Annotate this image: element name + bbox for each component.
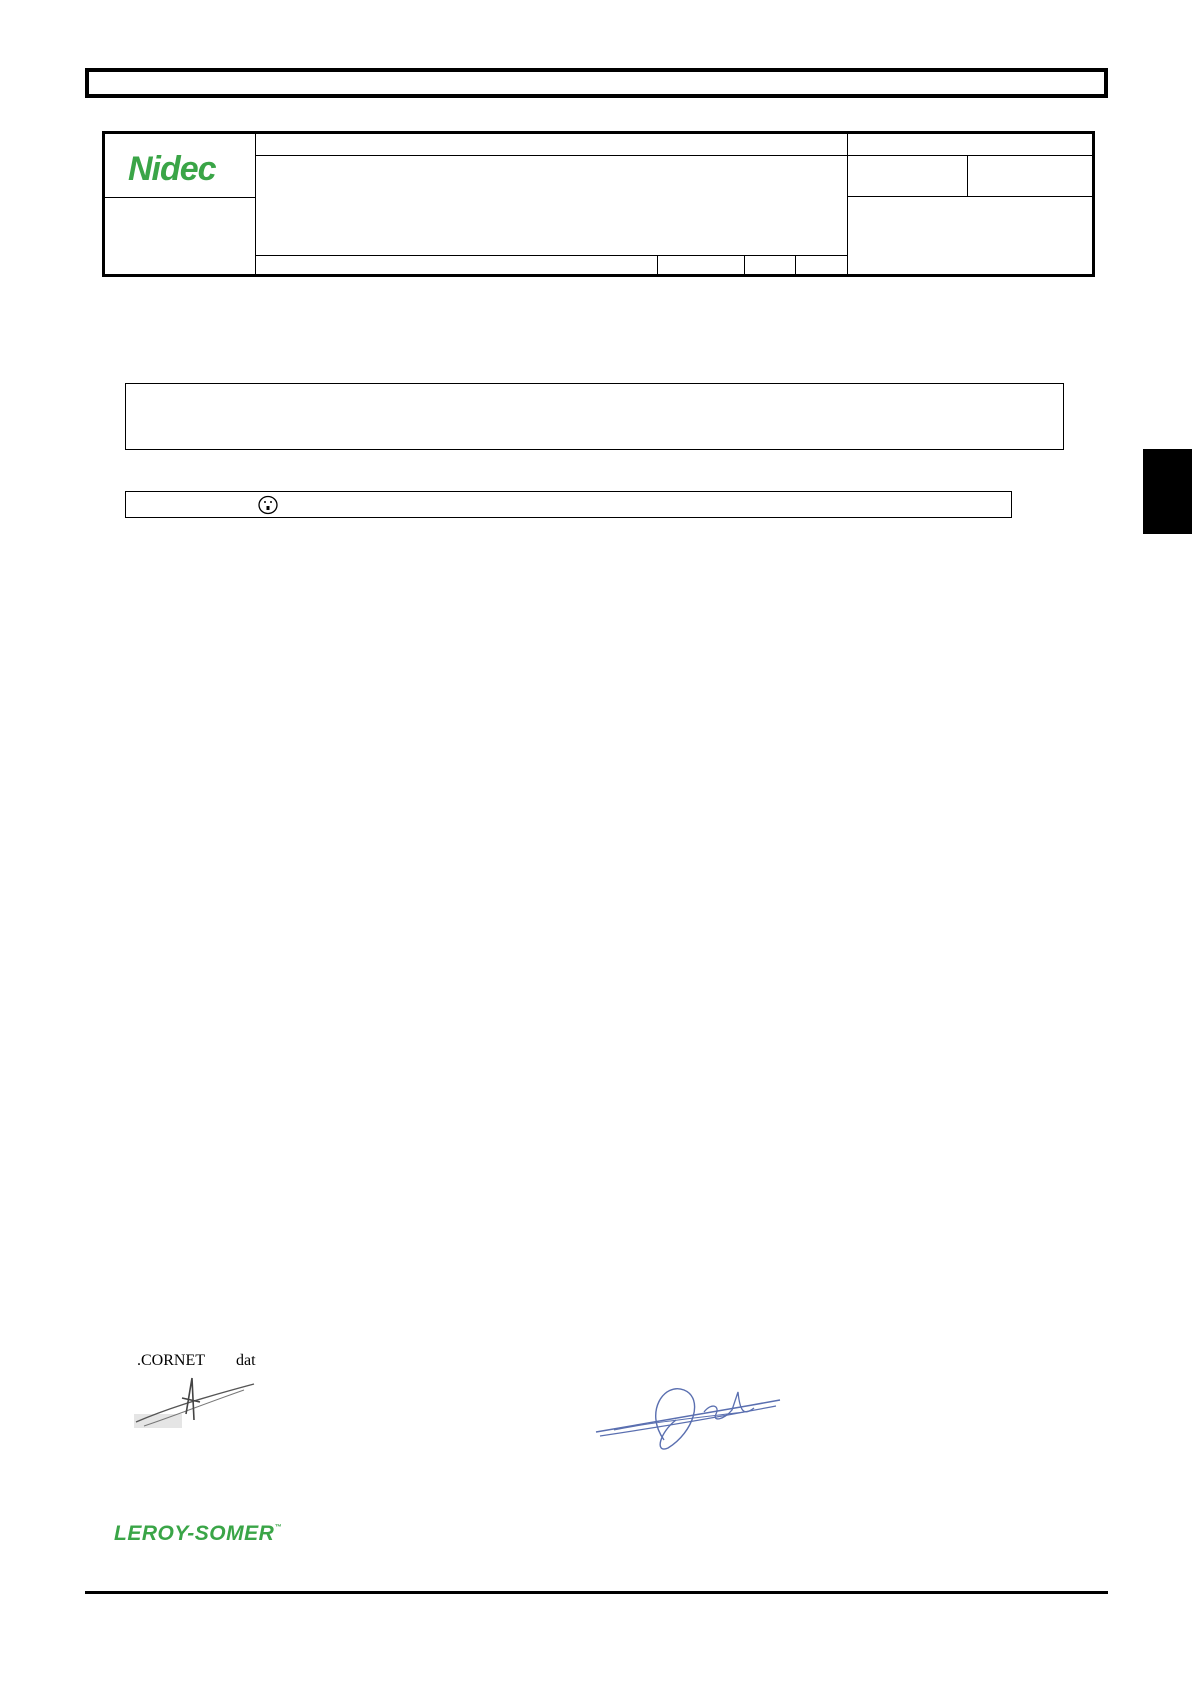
header-bottom-cell-divider-2	[744, 255, 745, 277]
footer-rule	[85, 1591, 1108, 1594]
signature-right	[594, 1372, 784, 1452]
header-right-split	[967, 155, 968, 197]
header-bottom-cell-divider-1	[657, 255, 658, 277]
signer-name: .CORNET	[137, 1352, 205, 1369]
header-row-divider-bottom	[255, 255, 847, 256]
header-logo-divider	[105, 197, 255, 198]
header-row-divider-1	[255, 155, 1095, 156]
nidec-logo: Nidec	[128, 150, 216, 188]
signer-date-label: dat	[236, 1352, 256, 1369]
info-box-small	[125, 491, 1012, 518]
top-banner-box	[85, 68, 1108, 98]
header-bottom-cell-divider-3	[795, 255, 796, 277]
section-tab-marker	[1143, 449, 1192, 534]
header-right-row-divider	[847, 196, 1095, 197]
header-table	[102, 131, 1095, 277]
signature-left	[134, 1370, 264, 1430]
info-box-large	[125, 383, 1064, 450]
trademark-mark: ™	[274, 1524, 283, 1531]
leroy-somer-logo	[114, 1522, 283, 1545]
smiley-icon	[257, 495, 279, 515]
leroy-somer-logo-text: LEROY-SOMER	[114, 1522, 275, 1545]
